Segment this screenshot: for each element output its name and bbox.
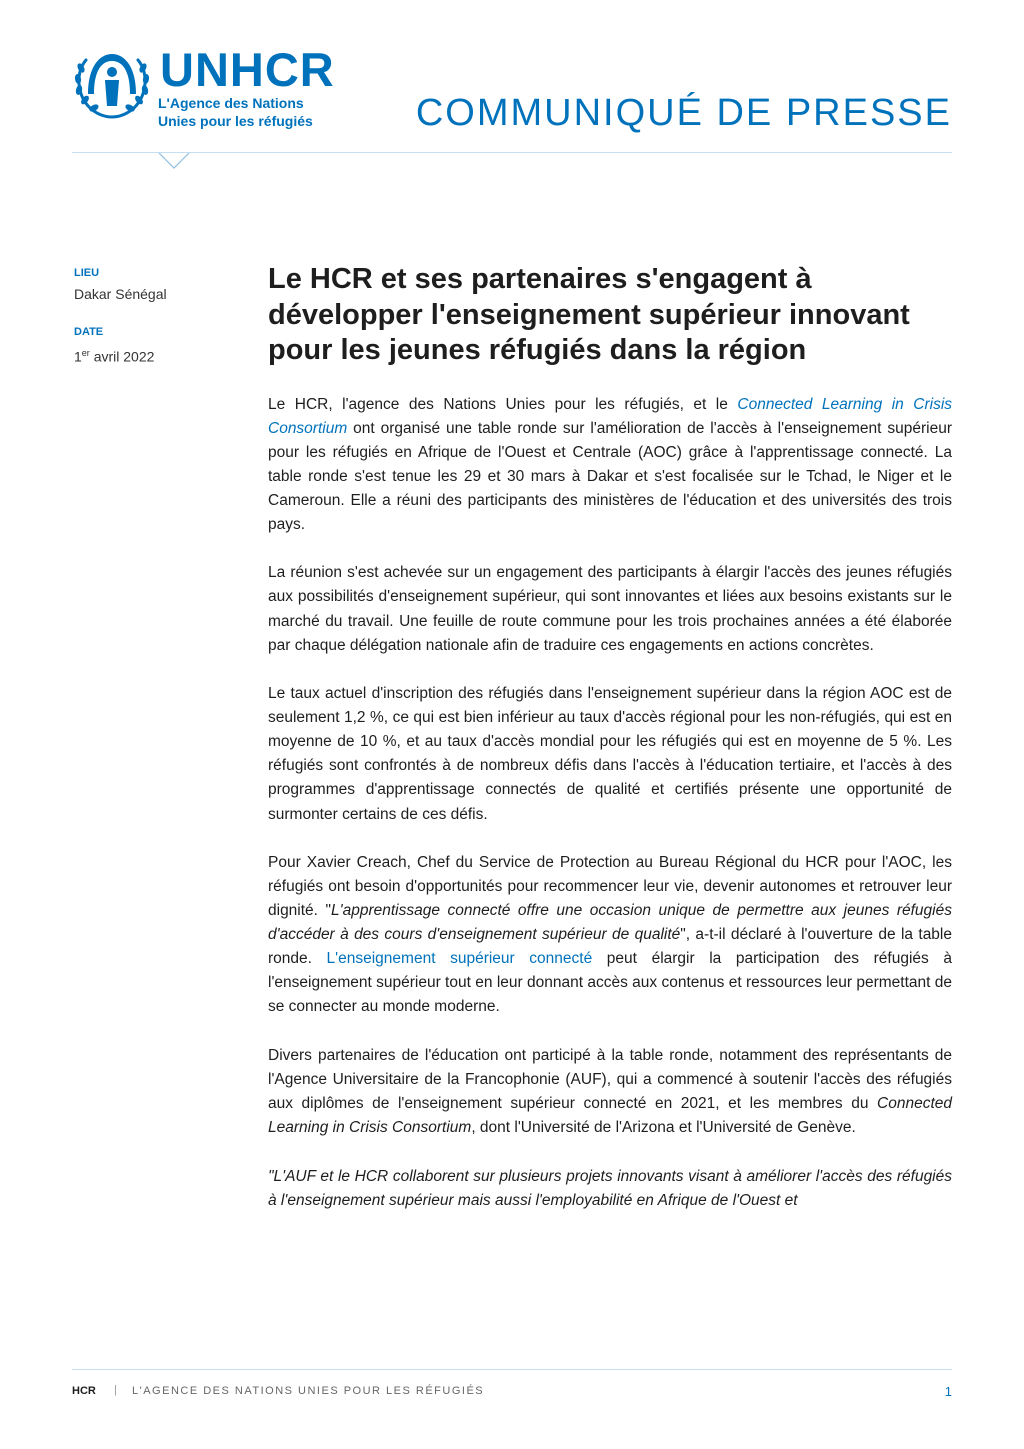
connected-education-link[interactable]: L'enseignement supérieur connecté [326, 950, 593, 968]
paragraph-5-text-a: Divers partenaires de l'éducation ont participé à la table ronde, notamment des représentants de l'Agence Universitaire de la Francophonie (AUF), qui a commencé à soutenir l'accès des réfugiés aux diplômes de l'enseignement supérieur connecté en 2021, et les membres du [268, 1046, 952, 1113]
paragraph-4-text-b: ", a-t-il déclaré à l'ouverture de la table ronde. [268, 926, 952, 968]
date-block [74, 325, 234, 366]
location-block [74, 266, 234, 303]
logo-subtitle-line2: Unies pour les réfugiés [158, 113, 313, 129]
footer-agency: L'AGENCE DES NATIONS UNIES POUR LES RÉFUGIÉS [132, 1385, 485, 1397]
date-day: 1 [74, 348, 82, 365]
logo-subtitle-line1: L'Agence des Nations [158, 95, 304, 111]
footer-org: HCR [72, 1385, 96, 1397]
unhcr-logo [72, 44, 372, 134]
paragraph-5 [268, 1044, 952, 1140]
paragraph-4 [268, 851, 952, 1020]
logo-wordmark: UNHCR [160, 43, 335, 96]
page-footer [72, 1384, 952, 1400]
xavier-creach-quote: L'apprentissage connecté offre une occasion unique de permettre aux jeunes réfugiés d'accéder à des cours d'enseignement supérieur de qualité [268, 902, 952, 944]
paragraph-1-text-a: Le HCR, l'agence des Nations Unies pour les réfugiés, et le [268, 395, 738, 413]
unhcr-emblem-icon [72, 48, 152, 120]
article-body [268, 393, 952, 1213]
footer-separator: | [114, 1384, 117, 1396]
location-value: Dakar Sénégal [74, 286, 167, 302]
paragraph-6-quote: "L'AUF et le HCR collaborent sur plusieurs projets innovants visant à améliorer l'accès des réfugiés à l'enseignement supérieur mais aussi l'employabilité en Afrique de l'Ouest et [268, 1167, 952, 1209]
chevron-down-icon [158, 152, 190, 170]
page-number: 1 [944, 1384, 952, 1399]
footer-divider [72, 1369, 952, 1370]
date-value [74, 344, 234, 366]
article [268, 262, 952, 1237]
paragraph-5-text-b: , dont l'Université de l'Arizona et l'Université de Genève. [471, 1119, 856, 1137]
ccc-link[interactable]: Connected Learning in Crisis Consortium [268, 395, 953, 437]
headline: Le HCR et ses partenaires s'engagent à développer l'enseignement supérieur innovant pour les jeunes réfugiés dans la région [268, 263, 910, 366]
date-superscript: er [81, 348, 90, 358]
paragraph-1 [268, 393, 952, 538]
paragraph-3: Le taux actuel d'inscription des réfugiés dans l'enseignement supérieur dans la région AOC est de seulement 1,2 %, ce qui est bien inférieur au taux d'accès régional pour les non-réfugiés, qui est en moyenne de 10 %, et au taux d'accès mondial pour les réfugiés qui est en moyenne de 5 %. Les réfugiés sont confrontés à de nombreux défis dans l'accès à l'éducation tertiaire, et l'accès à des programmes d'apprentissage connectés de qualité et certifiés présente une opportunité de surmonter certains de ces défis. [268, 685, 952, 823]
press-release-title: COMMUNIQUÉ DE PRESSE [415, 92, 952, 134]
paragraph-4-text-a: Pour Xavier Creach, Chef du Service de Protection au Bureau Régional du HCR pour l'AOC, les réfugiés ont besoin d'opportunités pour recommencer leur vie, devenir autonomes et retrouver leur dignité. " [268, 853, 952, 920]
page-header [72, 44, 952, 154]
ccc-italic-mention: Connected Learning in Crisis Consortium [268, 1095, 952, 1137]
date-rest: avril 2022 [89, 348, 155, 365]
metadata-sidebar [74, 266, 234, 388]
date-label: DATE [74, 326, 104, 338]
paragraph-2: La réunion s'est achevée sur un engagement des participants à élargir l'accès des jeunes réfugiés aux possibilités d'enseignement supérieur, qui sont innovantes et liées aux besoins existants sur le marché du travail. Une feuille de route commune pour les trois prochaines années a été élaborée par chaque délégation nationale afin de traduire ces engagements en actions concrètes. [268, 564, 952, 654]
location-label: LIEU [74, 267, 100, 279]
header-divider [72, 152, 952, 153]
paragraph-4-text-c: peut élargir la participation des réfugiés à l'enseignement supérieur tout en leur donnant accès aux contenus et ressources leur permettant de se connecter au monde moderne. [268, 950, 952, 1016]
paragraph-1-text-b: ont organisé une table ronde sur l'amélioration de l'accès à l'enseignement supérieur pour les réfugiés en Afrique de l'Ouest et Centrale (AOC) grâce à l'apprentissage connecté. La table ronde s'est tenue les 29 et 30 mars à Dakar et s'est focalisée sur le Tchad, le Niger et le Cameroun. Elle a réuni des participants des ministères de l'éducation et des universités des trois pays. [268, 419, 952, 533]
